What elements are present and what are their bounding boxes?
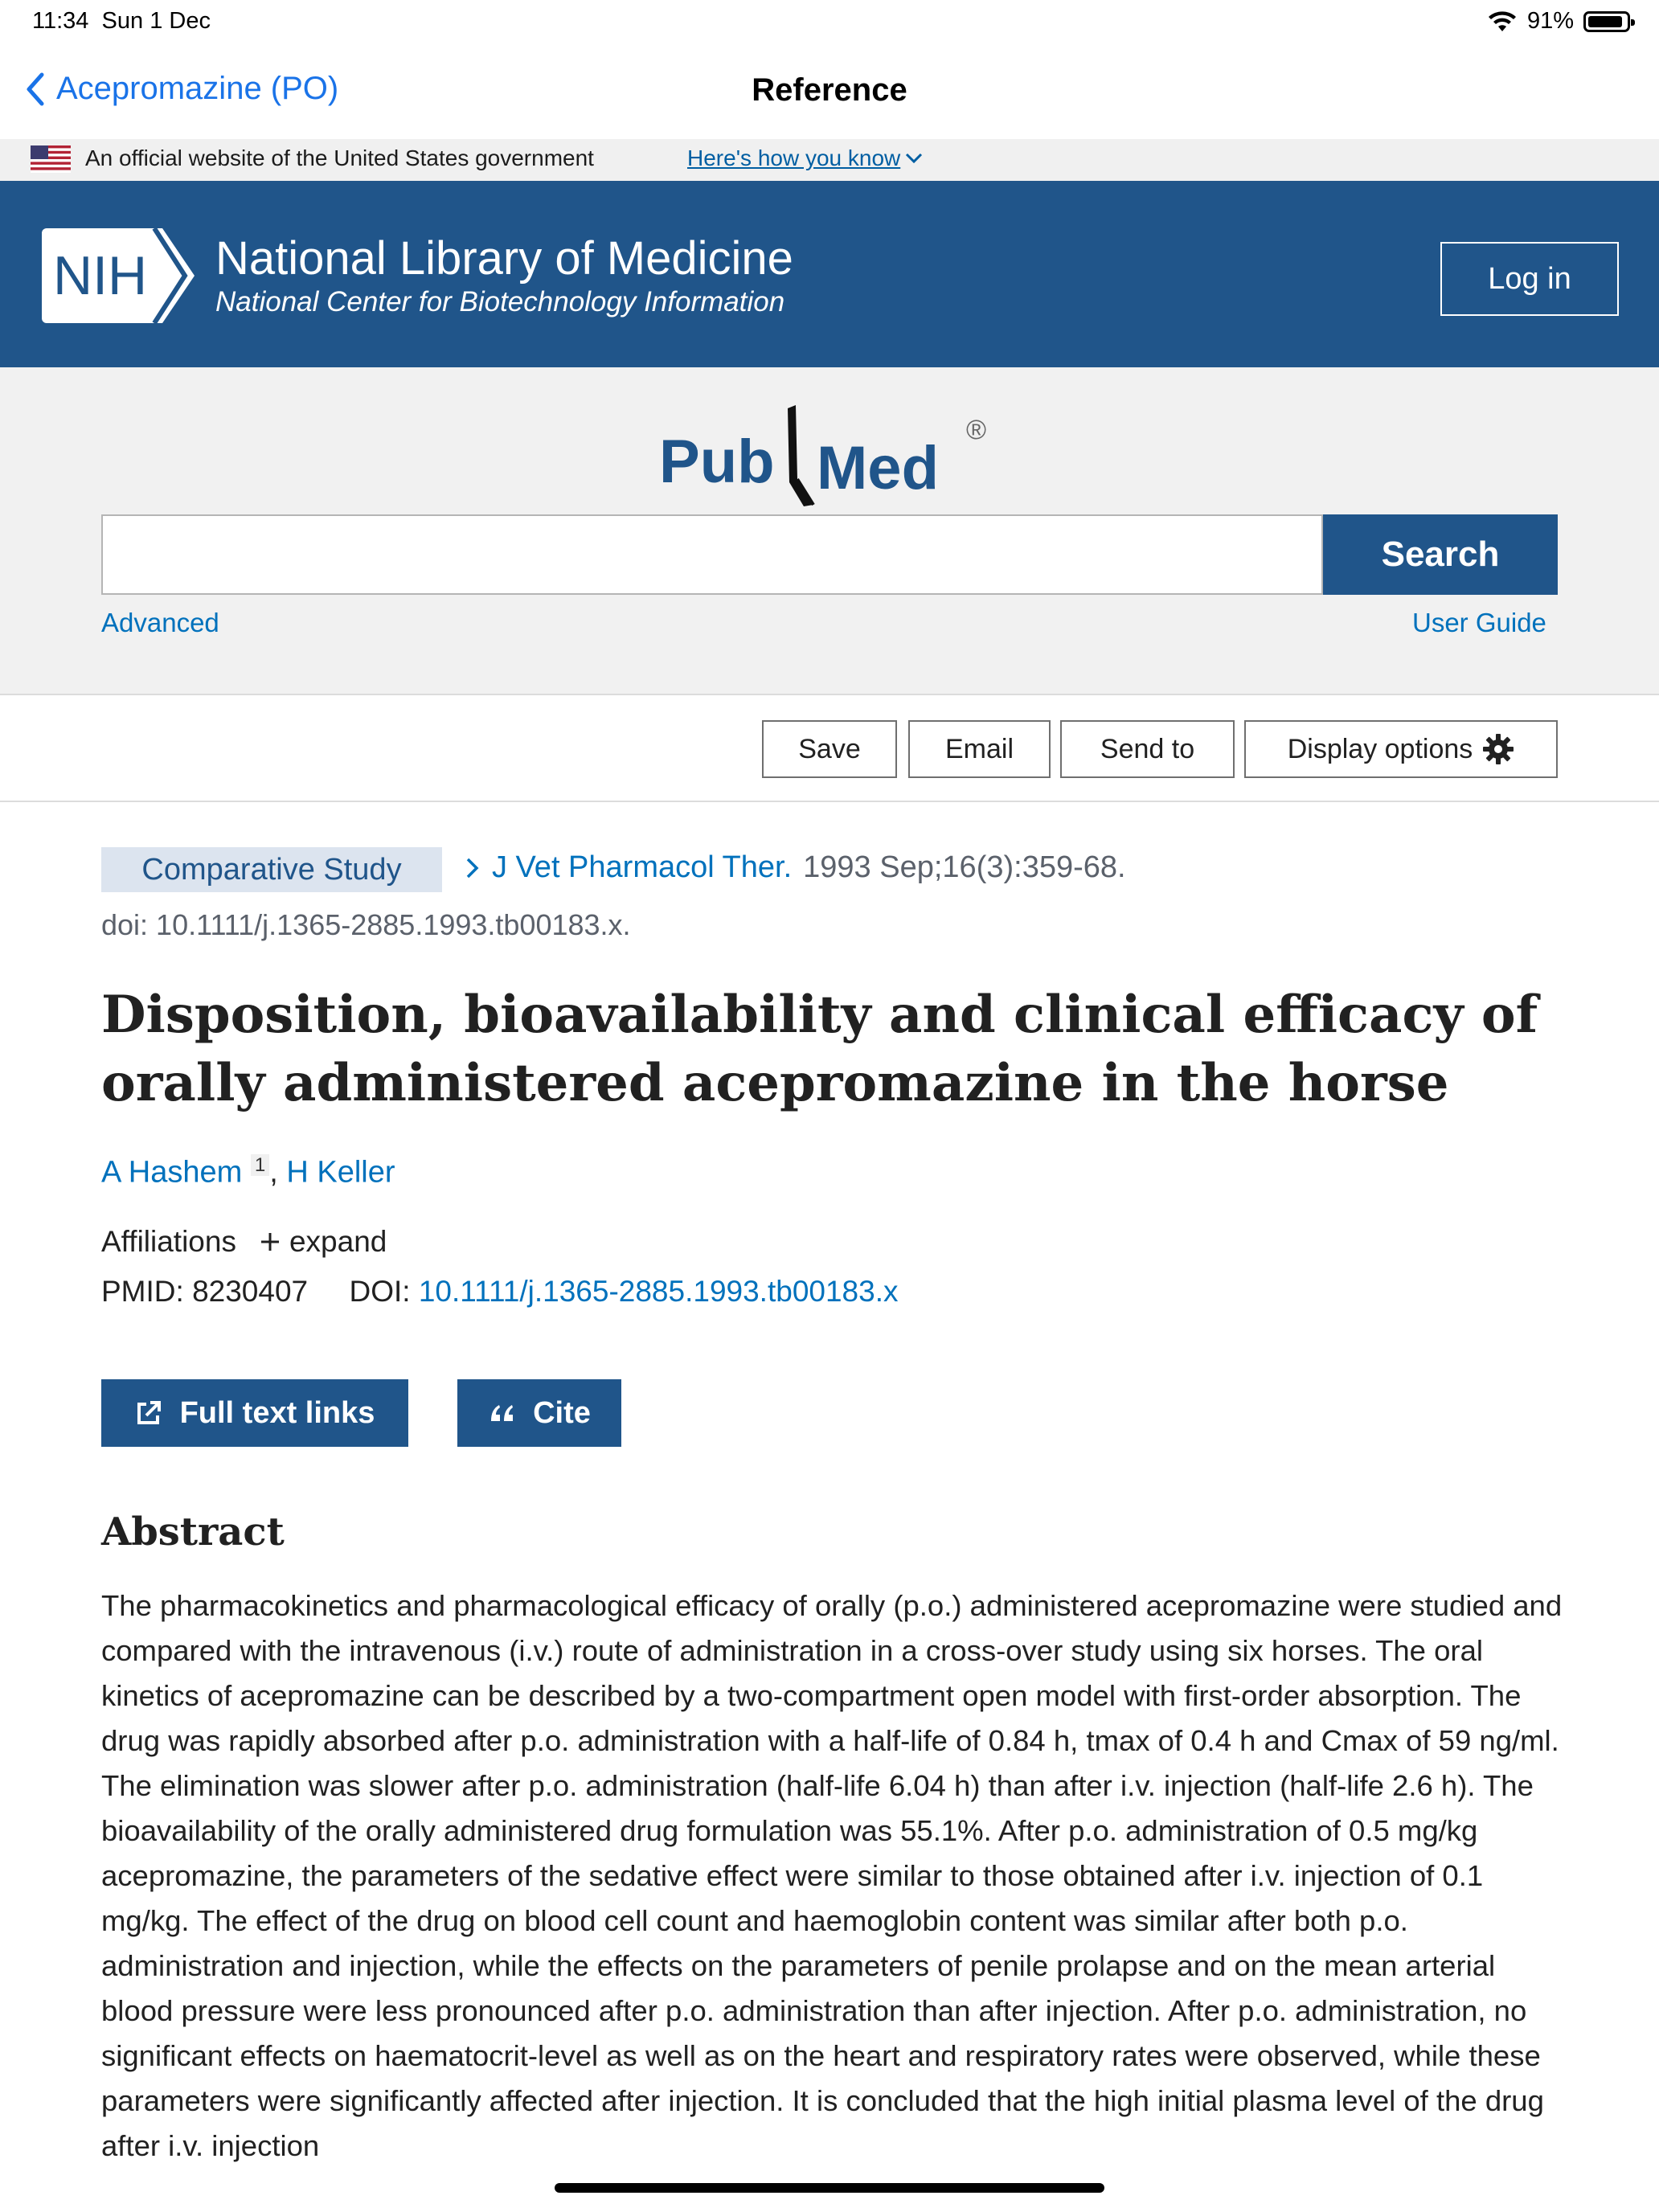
pubmed-logo-right: Med (817, 434, 939, 502)
pmid-label: PMID: (101, 1275, 184, 1308)
author-link[interactable]: A Hashem (101, 1155, 243, 1190)
nav-title: Reference (752, 72, 907, 108)
heres-how-you-know-text: Here's how you know (687, 145, 901, 170)
email-label: Email (944, 733, 1014, 764)
doi-link[interactable]: 10.1111/j.1365-2885.1993.tb00183.x (418, 1275, 899, 1308)
full-text-links-button[interactable] (101, 1379, 408, 1447)
search-button[interactable]: Search (1323, 514, 1558, 595)
journal-link[interactable]: J Vet Pharmacol Ther. (492, 850, 793, 884)
wifi-icon (1487, 10, 1518, 33)
affiliations-label: Affiliations (101, 1225, 236, 1258)
send-to-button[interactable] (1060, 720, 1235, 778)
expand-label: expand (289, 1225, 387, 1258)
gov-banner-text: An official website of the United States government (85, 145, 594, 170)
battery-nub (1631, 19, 1635, 26)
us-flag-icon (31, 145, 71, 173)
cite-button[interactable] (457, 1379, 621, 1447)
publication-type-badge: Comparative Study (101, 847, 442, 892)
display-options-label: Display options (1287, 733, 1473, 764)
doi-line: doi: 10.1111/j.1365-2885.1993.tb00183.x. (101, 908, 631, 941)
search-input[interactable] (101, 514, 1323, 595)
abstract-heading: Abstract (101, 1509, 285, 1555)
advanced-search-link[interactable]: Advanced (101, 608, 219, 637)
gear-icon (1482, 733, 1514, 765)
home-indicator[interactable] (555, 2183, 1104, 2193)
author-link[interactable]: H Keller (286, 1155, 395, 1190)
pubmed-registered-mark: ® (966, 415, 987, 445)
pmid-value: 8230407 (192, 1275, 309, 1308)
affiliation-marker[interactable]: 1 (251, 1154, 269, 1176)
doi-label: DOI: (349, 1275, 411, 1308)
back-label: Acepromazine (PO) (56, 71, 339, 106)
status-time (32, 8, 211, 35)
battery-icon (1583, 11, 1630, 32)
login-button[interactable]: Log in (1440, 242, 1619, 316)
battery-percent: 91% (1526, 8, 1574, 34)
nlm-subtitle: National Center for Biotechnology Information (215, 286, 785, 317)
save-button[interactable] (762, 720, 897, 778)
article-title: Disposition, bioavailability and clinical efficacy of orally administered acepromazine in the horse (101, 985, 1538, 1113)
quote-icon (488, 1402, 517, 1424)
external-link-icon (135, 1399, 162, 1427)
save-label: Save (798, 733, 861, 764)
heres-how-you-know-link[interactable] (687, 145, 923, 171)
full-text-links-label: Full text links (179, 1395, 375, 1430)
status-time-text: 11:34 (32, 8, 89, 34)
identifiers-row (101, 1275, 898, 1309)
display-options-button[interactable] (1244, 720, 1558, 778)
chevron-right-icon (465, 856, 481, 880)
nlm-title: National Library of Medicine (215, 232, 793, 285)
battery-fill (1588, 16, 1622, 27)
email-button[interactable] (908, 720, 1051, 778)
author-separator: , (269, 1155, 287, 1190)
journal-citation (465, 850, 1126, 885)
user-guide-link[interactable]: User Guide (1412, 608, 1546, 637)
nih-logo-text: NIH (53, 245, 148, 306)
nih-logo[interactable] (42, 228, 195, 323)
cite-label: Cite (533, 1395, 591, 1430)
expand-affiliations-button[interactable] (259, 1225, 387, 1259)
abstract-text: The pharmacokinetics and pharmacological efficacy of orally (p.o.) administered acepromazine were studied and compared with the intravenous (i.v.) route of administration in a cross-over study using six horses. The oral kinetics of acepromazine can be described by a two-compartment open model with first-order absorption. The drug was rapidly absorbed after p.o. administration with a half-life of 0.84 h, tmax of 0.4 h and Cmax of 59 ng/ml. The elimination was slower after p.o. administration (half-life 6.04 h) than after i.v. injection (half-life 2.6 h). The bioavailability of the orally administered drug formulation was 55.1%. After p.o. administration of 0.5 mg/kg acepromazine, the parameters of the sedative effect were similar to those obtained after i.v. injection of 0.1 mg/kg. The effect of the drug on blood cell count and haemoglobin content was similar after both p.o. administration and injection, while the effects on the parameters of penile prolapse and on the mean arterial blood pressure were less pronounced after p.o. administration than after injection. After p.o. administration, no significant effects on haematocrit-level as well as on the heart and respiratory rates were observed, while these parameters were significantly affected after injection. It is concluded that the high initial plasma level of the drug after i.v. injection (101, 1589, 1563, 2162)
pubmed-logo[interactable] (659, 402, 997, 514)
send-to-label: Send to (1100, 733, 1195, 764)
plus-icon (259, 1231, 281, 1253)
status-indicators (1487, 8, 1630, 35)
status-date: Sun 1 Dec (101, 8, 211, 34)
action-bar-divider (0, 801, 1659, 802)
author-list (101, 1154, 395, 1190)
citation-details: 1993 Sep;16(3):359-68. (803, 850, 1126, 884)
affiliations-row (101, 1225, 387, 1259)
pubmed-logo-left: Pub (659, 428, 775, 496)
chevron-down-icon (905, 152, 923, 165)
